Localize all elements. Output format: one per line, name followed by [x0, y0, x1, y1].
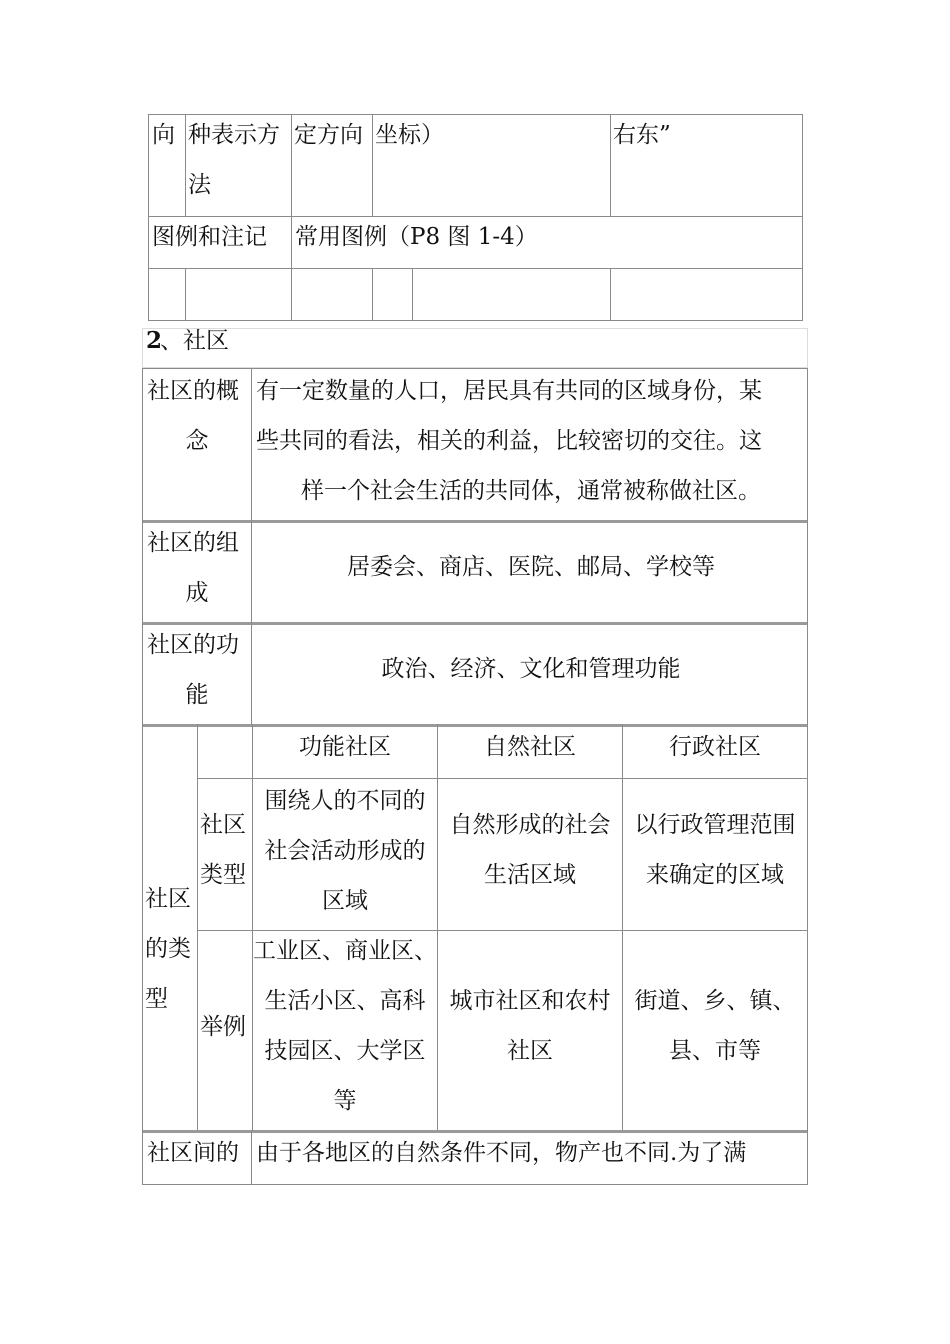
functional-ex-line1: 工业区、商业区、 [253, 938, 437, 964]
functional-def-line1: 围绕人的不同的 [264, 788, 426, 814]
admin-def-line2: 来确定的区域 [646, 862, 784, 888]
legend-label: 图例和注记 [152, 224, 267, 250]
natural-ex-line2: 社区 [507, 1038, 553, 1064]
cell-coordinate: 坐标） [375, 122, 444, 148]
cell-direction: 向 [152, 122, 175, 148]
admin-ex-line1: 街道、乡、镇、 [634, 988, 796, 1014]
functional-def-line3: 区域 [322, 888, 368, 914]
header-admin: 行政社区 [669, 734, 761, 760]
header-natural: 自然社区 [484, 734, 576, 760]
def-label-line1: 社区 [200, 812, 246, 838]
between-label: 社区间的 [147, 1140, 239, 1166]
example-label: 举例 [200, 1014, 246, 1040]
concept-label-line2: 念 [185, 428, 209, 454]
between-text: 由于各地区的自然条件不同，物产也不同.为了满 [256, 1140, 747, 1166]
functional-def-line2: 社会活动形成的 [264, 838, 426, 864]
section-title: 、社区 [160, 328, 229, 354]
function-label-line2: 能 [185, 682, 209, 708]
natural-def-line1: 自然形成的社会 [449, 812, 611, 838]
section-number: 2 [146, 327, 163, 354]
function-label-line1: 社区的功 [147, 632, 239, 658]
function-text: 政治、经济、文化和管理功能 [381, 656, 681, 682]
cell-methods-line1: 种表示方 [188, 122, 280, 148]
concept-text-line1: 有一定数量的人口，居民具有共同的区域身份，某 [256, 378, 762, 404]
def-label-line2: 类型 [200, 862, 246, 888]
types-label-line2: 的类 [145, 936, 191, 962]
natural-def-line2: 生活区域 [484, 862, 576, 888]
types-label-line3: 型 [145, 986, 168, 1012]
natural-ex-line1: 城市社区和农村 [449, 988, 611, 1014]
header-functional: 功能社区 [299, 734, 391, 760]
concept-text-line2: 些共同的看法，相关的利益，比较密切的交往。这 [256, 428, 762, 454]
concept-label-line1: 社区的概 [147, 378, 239, 404]
composition-text: 居委会、商店、医院、邮局、学校等 [347, 554, 715, 580]
functional-ex-line3: 技园区、大学区 [264, 1038, 426, 1064]
admin-ex-line2: 县、市等 [669, 1038, 761, 1064]
composition-label-line2: 成 [185, 580, 209, 606]
cell-methods-line2: 法 [188, 172, 211, 198]
composition-label-line1: 社区的组 [147, 530, 239, 556]
functional-ex-line4: 等 [333, 1088, 357, 1114]
cell-right-east: 右东” [613, 122, 671, 148]
concept-text-line3: 样一个社会生活的共同体，通常被称做社区。 [301, 478, 761, 504]
legend-content: 常用图例（P8 图 1-4） [295, 224, 538, 250]
admin-def-line1: 以行政管理范围 [634, 812, 796, 838]
functional-ex-line2: 生活小区、高科 [264, 988, 426, 1014]
cell-orient: 定方向 [294, 122, 363, 148]
types-label-line1: 社区 [145, 886, 191, 912]
